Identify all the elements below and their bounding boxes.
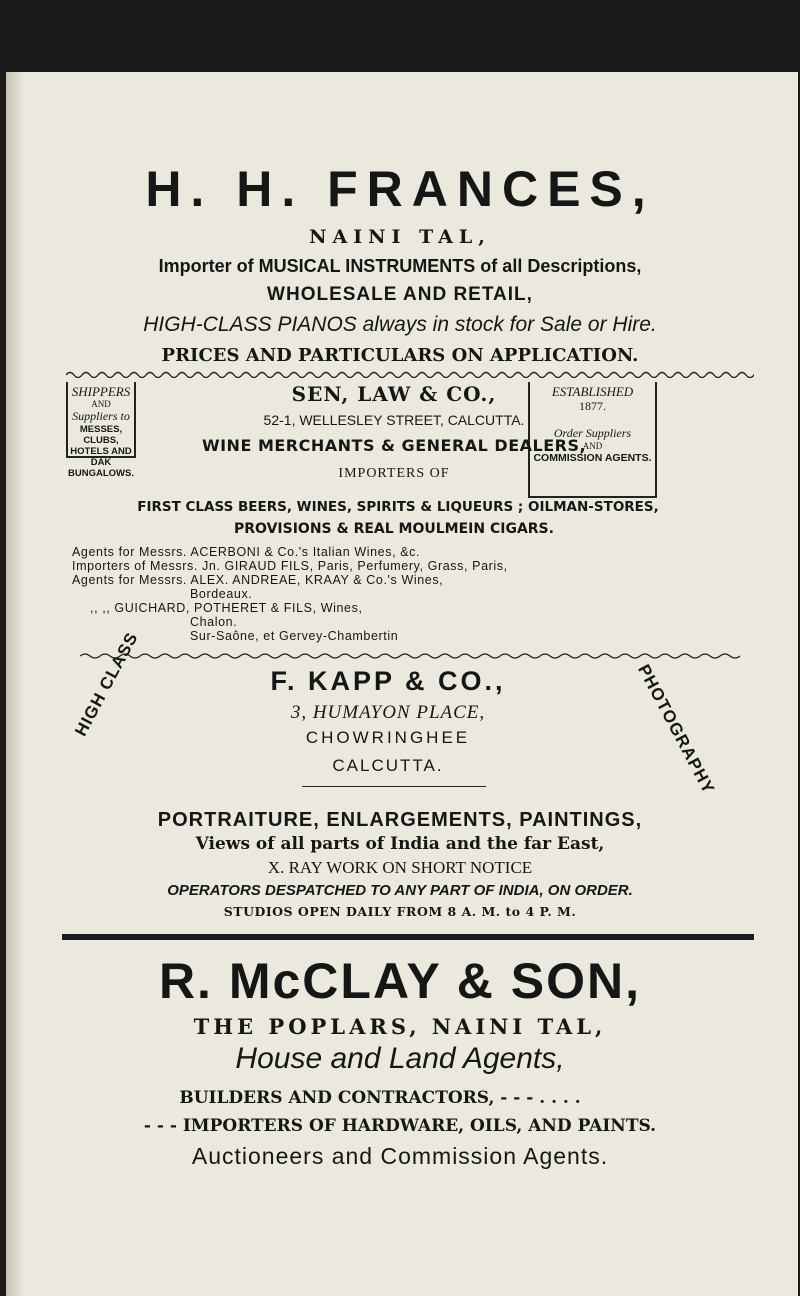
francis-wholesale: WHOLESALE AND RETAIL, [267,284,533,305]
mcclay-location: THE POPLARS, NAINI TAL, [193,1014,607,1039]
mcclay-importers: - - - IMPORTERS OF HARDWARE, OILS, AND PAINTS. [143,1116,657,1136]
senlaw-importers: IMPORTERS OF [338,466,450,481]
established-year: 1877. [579,399,606,413]
mcclay-builders: BUILDERS AND CONTRACTORS, - - - . . . . [179,1088,581,1108]
ornament-rule [302,786,486,787]
commission-agents: COMMISSION AGENTS. [533,452,652,464]
box-border [528,496,657,498]
agent-line: Agents for Messrs. ALEX. ANDREAE, KRAAY & Co.'s Wines, [72,573,444,587]
agent-line: ,, ,, GUICHARD, POTHERET & FILS, Wines, [90,601,363,615]
agent-line: Importers of Messrs. Jn. GIRAUD FILS, Paris, Perfumery, Grass, Paris, [72,559,508,573]
bungalows: BUNGALOWS. [68,468,134,479]
senlaw-provisions: PROVISIONS & REAL MOULMEIN CIGARS. [234,521,554,537]
francis-prices: PRICES AND PARTICULARS ON APPLICATION. [161,345,639,366]
senlaw-agents [72,545,762,643]
kapp-operators: OPERATORS DESPATCHED TO ANY PART OF INDIA, ON ORDER. [167,882,633,899]
messes-clubs: MESSES, CLUBS, [79,424,123,446]
agent-line: Agents for Messrs. ACERBONI & Co.'s Italian Wines, &c. [72,545,421,559]
mcclay-house: House and Land Agents, [235,1042,565,1075]
shippers-label: SHIPPERS [71,384,131,399]
mcclay-auctioneers: Auctioneers and Commission Agents. [191,1143,609,1169]
kapp-xray: X. RAY WORK ON SHORT NOTICE [267,858,533,877]
kapp-city: CALCUTTA. [332,756,444,775]
agent-line: Sur-Saône, et Gervey-Chambertin [190,629,399,643]
wavy-divider [80,652,750,660]
agent-line: Bordeaux. [190,587,253,601]
senlaw-address: 52-1, WELLESLEY STREET, CALCUTTA. [263,412,525,428]
francis-importer-line: Importer of MUSICAL INSTRUMENTS of all Descriptions, [158,256,642,276]
photography-side: PHOTOGRAPHY [634,661,719,798]
established-label: ESTABLISHED [551,384,634,399]
order-and: AND [582,441,603,451]
high-class-side: HIGH CLASS [71,628,142,740]
kapp-address: 3, HUMAYON PLACE, [290,702,486,723]
senlaw-first-class: FIRST CLASS BEERS, WINES, SPIRITS & LIQUEURS ; OILMAN-STORES, [137,499,659,515]
kapp-views: Views of all parts of India and the far East, [195,834,605,854]
order-suppliers: Order Suppliers [553,426,632,440]
francis-location: NAINI TAL, [309,226,491,248]
hotels-dak: HOTELS AND DAK [70,446,132,468]
kapp-name: F. KAPP & CO., [270,666,506,696]
kapp-portraiture: PORTRAITURE, ENLARGEMENTS, PAINTINGS, [157,809,643,831]
senlaw-name: SEN, LAW & CO., [291,382,497,406]
kapp-area: CHOWRINGHEE [305,728,471,747]
heavy-divider [62,934,754,940]
suppliers-to: Suppliers to [72,409,130,423]
senlaw-trade: WINE MERCHANTS & GENERAL DEALERS, [201,436,587,455]
francis-pianos: HIGH-CLASS PIANOS always in stock for Sale or Hire. [143,313,657,336]
francis-name: H. H. FRANCES, [145,161,655,217]
mcclay-name: R. McCLAY & SON, [158,953,642,1009]
shippers-and: AND [91,399,111,409]
agent-line: Chalon. [190,615,238,629]
wavy-divider [66,370,754,378]
kapp-studios: STUDIOS OPEN DAILY FROM 8 A. M. to 4 P. M. [223,904,577,919]
